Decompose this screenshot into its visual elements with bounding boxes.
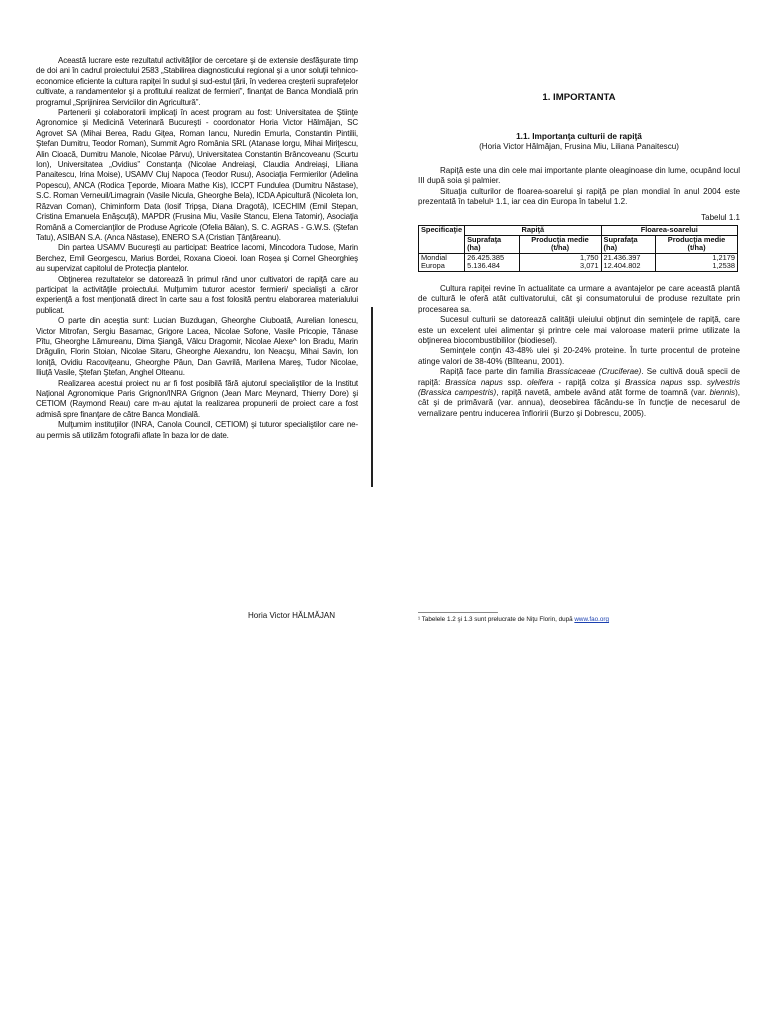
text-run: ), cât şi de primăvară (var. annua), deosebirea făcându-se în funcţie de necesarul de vernalizare pentru inducerea înfloririi (Burzo şi Dobrescu, 2005). [418,388,740,418]
table-cell: Mondial [419,253,465,262]
authors-line: (Horia Victor Hălmăjan, Frusina Miu, Liliana Panaitescu) [479,142,679,151]
table-cell: 21.436.397 [601,253,656,262]
paragraph: Obţinerea rezultatelor se datorează în primul rând unor cultivatori de rapiţă care au participat la activităţile proiectului. Mulţumim tuturor acestor fermieri/ specialişti a căror experienţă a fost menţionată direct în carte sau a fost folosită pentru elaborarea materialului publicat. [36,274,358,315]
footnote-link[interactable]: www.fao.org [574,616,610,623]
section-title: 1. IMPORTANTA [542,92,616,103]
text-run: Rapiţă face parte din familia [440,367,548,377]
table-cell: 5.136.484 [465,262,520,271]
species-paragraph [418,367,740,419]
footnote-rule [418,612,498,613]
table-header-floarea: Floarea-soarelui [601,226,737,236]
paragraph: Rapiţă este una din cele mai importante plante oleaginoase din lume, ocupând locul III după soia şi palmier. [418,166,740,186]
text-run: ssp. [502,377,528,387]
table-cell: 12.404.802 [601,262,656,271]
table-header-rapita: Rapiţă [465,226,601,236]
text-run: - rapiţă colza şi [553,377,625,387]
paragraph: Situaţia culturilor de floarea-soarelui şi rapiţă pe plan mondial în anul 2004 este prezentată în tabelul¹ 1.1, iar cea din Europa în tabelul 1.2. [418,186,740,207]
paragraph: Mulţumim instituţiilor (INRA, Canola Council, CETIOM) şi tuturor specialiştilor care ne-au permis să utilizăm fotografii aflate în baza lor de date. [36,420,358,440]
table-cell: Europa [419,262,465,271]
paragraph: Partenerii şi colaboratorii implicaţi în acest program au fost: Universitatea de Ştiinţe Agronomice şi Medicină Veterinară Bucureşti - coordonator Horia Victor Hălmăjan, SC Agrovet SA (Mihai Berea, Radu Giţea, Roman Iancu, Nuredin Emurla, Constantin Pintilii, Ştefan Dumitru, Teodor Roman), Summit Agro România SRL (Atanase Iorgu, Mihai Miriţescu, Alin Cioacă, Dumitru Manole, Nicolae Pârvu), Universitatea Constantin Brâncoveanu (Scurtu Ion), Universitatea „Ovidius” Constanţa (Nicolae Andreiaşi, Claudia Andreiaşi, Liliana Panaitescu, Irina Moise), USAMV Cluj Napoca (Teodor Rusu), Asociaţia Fermierilor (Adelina Popescu), ANCA (Rodica Ţeporde, Mioara Mathe Kis), ICCPT Fundulea (Dumitru Năstase), S.C. Roman Verneuil/Limagrain (Vasile Nicula, Gheorghe Bela), ICDA Apicultură (Nicoleta Ion, Răzvan Coman), Chiminform Data (Iosif Tripşa, Diana Dragotă), ICECHIM (Emil Stepan, Cristina Emanuela Enăşcuţă), MAPDR (Frusina Miu, Vasile Stancu, Elena Tatomir), Asociaţia Română a Comercianţilor de Produse Agricole (Ofelia Bălan), S. C. AGRAS - G.W.S. (Ştefan Tatu), ASIBAN S.A. (Anca Năstase), ENERO S.A (Cristian Ţânţăreanu). [36,108,358,242]
paragraph: Din partea USAMV Bucureşti au participat: Beatrice Iacomi, Mincodora Tudose, Marin Berchez, Emil Georgescu, Marius Bordei, Roxana Cioeoi. Ioan Roşea şi Cornel Gheorghieş au supervizat capitolul de Protecţia plantelor. [36,243,358,274]
latin-name: biennis [709,388,736,398]
data-table [418,225,738,272]
text-run: ssp. [682,377,707,387]
footnote-text: ¹ Tabelele 1.2 şi 1.3 sunt prelucrate de Niţu Florin, după [418,616,575,623]
paragraph: Această lucrare este rezultatul activităţilor de cercetare şi de extensie desfăşurate timp de doi ani în cadrul proiectului 2583 „Stabilirea diagnosticului regional şi a unor soluţii tehnico-economice eficiente la cultura rapiţei în sudul şi sud-estul ţării, în vederea creşterii suprafeţelor cultivate, a randamentelor şi a profitului realizat de fermieri”, finanţat de Banca Mondială prin programul „Sprijinirea Serviciilor din Agricultură”. [36,56,358,107]
latin-name: Brassica napus [624,377,683,387]
column-divider [371,307,373,487]
signature: Horia Victor HĂLMĂJAN [248,611,336,620]
table-cell: 1,2179 [656,253,738,262]
table-caption: Tabelul 1.1 [701,212,740,222]
text-run: . Se cultivă două specii de rapiţă: [418,367,740,387]
paragraph: Seminţele conţin 43-48% ulei şi 20-24% proteine. În turte procentul de proteine atinge valori de 38-40% (Bîlteanu, 2001). [418,346,740,366]
table-row [419,262,738,271]
paragraph: Cultura rapiţei revine în actualitate ca urmare a avantajelor pe care această plantă de cultură le oferă atât cultivatorului, cât şi consumatorului de produse rezultate prin procesarea sa. [418,284,740,314]
latin-name: oleifera [527,377,554,387]
latin-name: Brassicaceae (Cruciferae) [547,367,642,377]
paragraph: Sucesul culturii se datorează calităţii uleiului obţinut din seminţele de rapiţă, care este un excelent ulei alimentar şi printre cele mai valoroase materii prime utilizate la obţinerea biocombustibililor (biodiesel). [418,315,740,346]
table-header-spec: Specificaţie [419,226,465,254]
table-cell: 3,071 [519,262,601,271]
left-column [36,56,358,441]
table-subheader-prod: Producţia medie (t/ha) [519,235,601,253]
latin-name: Brassica napus [445,377,503,387]
intro-text [418,166,740,419]
text-run: , rapiţă navetă, ambele având atât forme de toamnă (var. [496,388,710,398]
table-cell: 1,2538 [656,262,738,271]
paragraph: Realizarea acestui proiect nu ar fi fost posibilă fără ajutorul specialiştilor de la Institut Naţional Agronomique Paris Grignon/INRA Grignon (Jean Marc Meynard, Thierry Dore) şi CETIOM (Raymond Reau) care m-au ajutat la realizarea propunerii de proiect care a fost admisă spre finanţare de către Banca Mondială. [36,378,358,419]
table-cell: 26.425.385 [465,253,520,262]
paragraph: O parte din aceştia sunt: Lucian Buzdugan, Gheorghe Ciuboată, Aurelian Ionescu, Victor Mitrofan, Sergiu Basamac, Grigore Lacea, Nicolae Sofone, Vasile Pricopie, Tănase Pîtu, Gheorghe Lămureanu, Dima Şiangă, Vâlcu Dragomir, Nicolae Alexe^ Ion Bradu, Marin Drăgulin, Florin Stoian, Nicolae Sitaru, Gheorghe Alexandru, Ion Neacşu, Mihai Savin, Ion Ioniţă, Ovidiu Racoviţeanu, Gheorghe Păun, Dan Gavrilă, Marilena Mareş, Tudor Nicolae, Iliuţă Vasile, Ştefan Ştefan, Anghel Olteanu. [36,316,358,378]
table-subheader-area: Suprafaţa (ha) [465,235,520,253]
table-subheader-area: Suprafaţa (ha) [601,235,656,253]
table-cell: 1,750 [519,253,601,262]
footnote [418,616,609,623]
latin-name: sylvestris (Brassica campestris) [418,377,740,398]
subsection-title: 1.1. Importanţa culturii de rapiţă [516,131,642,141]
table-subheader-prod: Producţia medie (t/ha) [656,235,738,253]
